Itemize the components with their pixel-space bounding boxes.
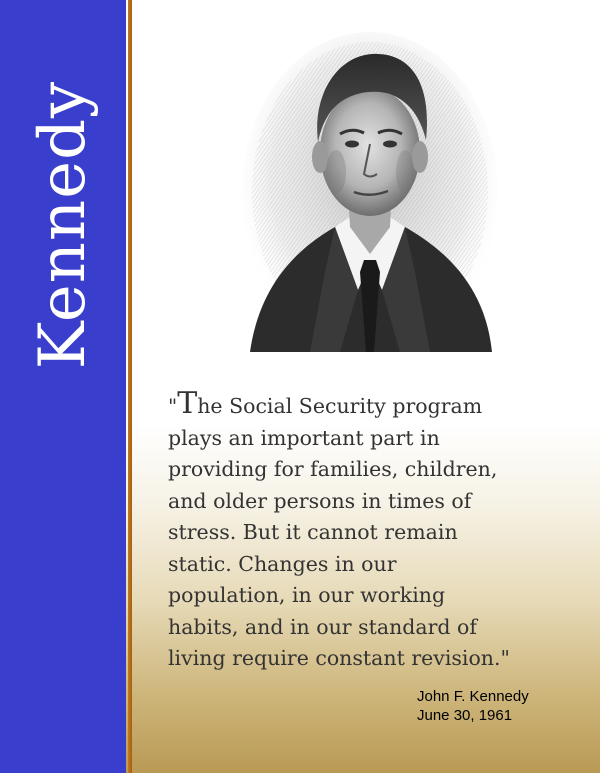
quote-text <box>168 386 568 675</box>
attribution-date: June 30, 1961 <box>417 707 513 724</box>
gold-divider-rule <box>128 0 132 773</box>
quote-drop-cap: T <box>177 386 198 421</box>
blue-sidebar <box>0 0 126 773</box>
vertical-name-title: Kennedy <box>26 80 100 370</box>
quote-body: he Social Security program plays an important part in providing for families, children, and older persons in times of stress. But it cannot remain static. Changes in our population, in our working habits, and in our standard of living require constant revision." <box>168 394 510 670</box>
attribution <box>417 687 529 725</box>
portrait-engraving-icon <box>240 22 500 377</box>
opening-quote-mark: " <box>168 394 178 418</box>
attribution-author: John F. Kennedy <box>417 688 529 705</box>
